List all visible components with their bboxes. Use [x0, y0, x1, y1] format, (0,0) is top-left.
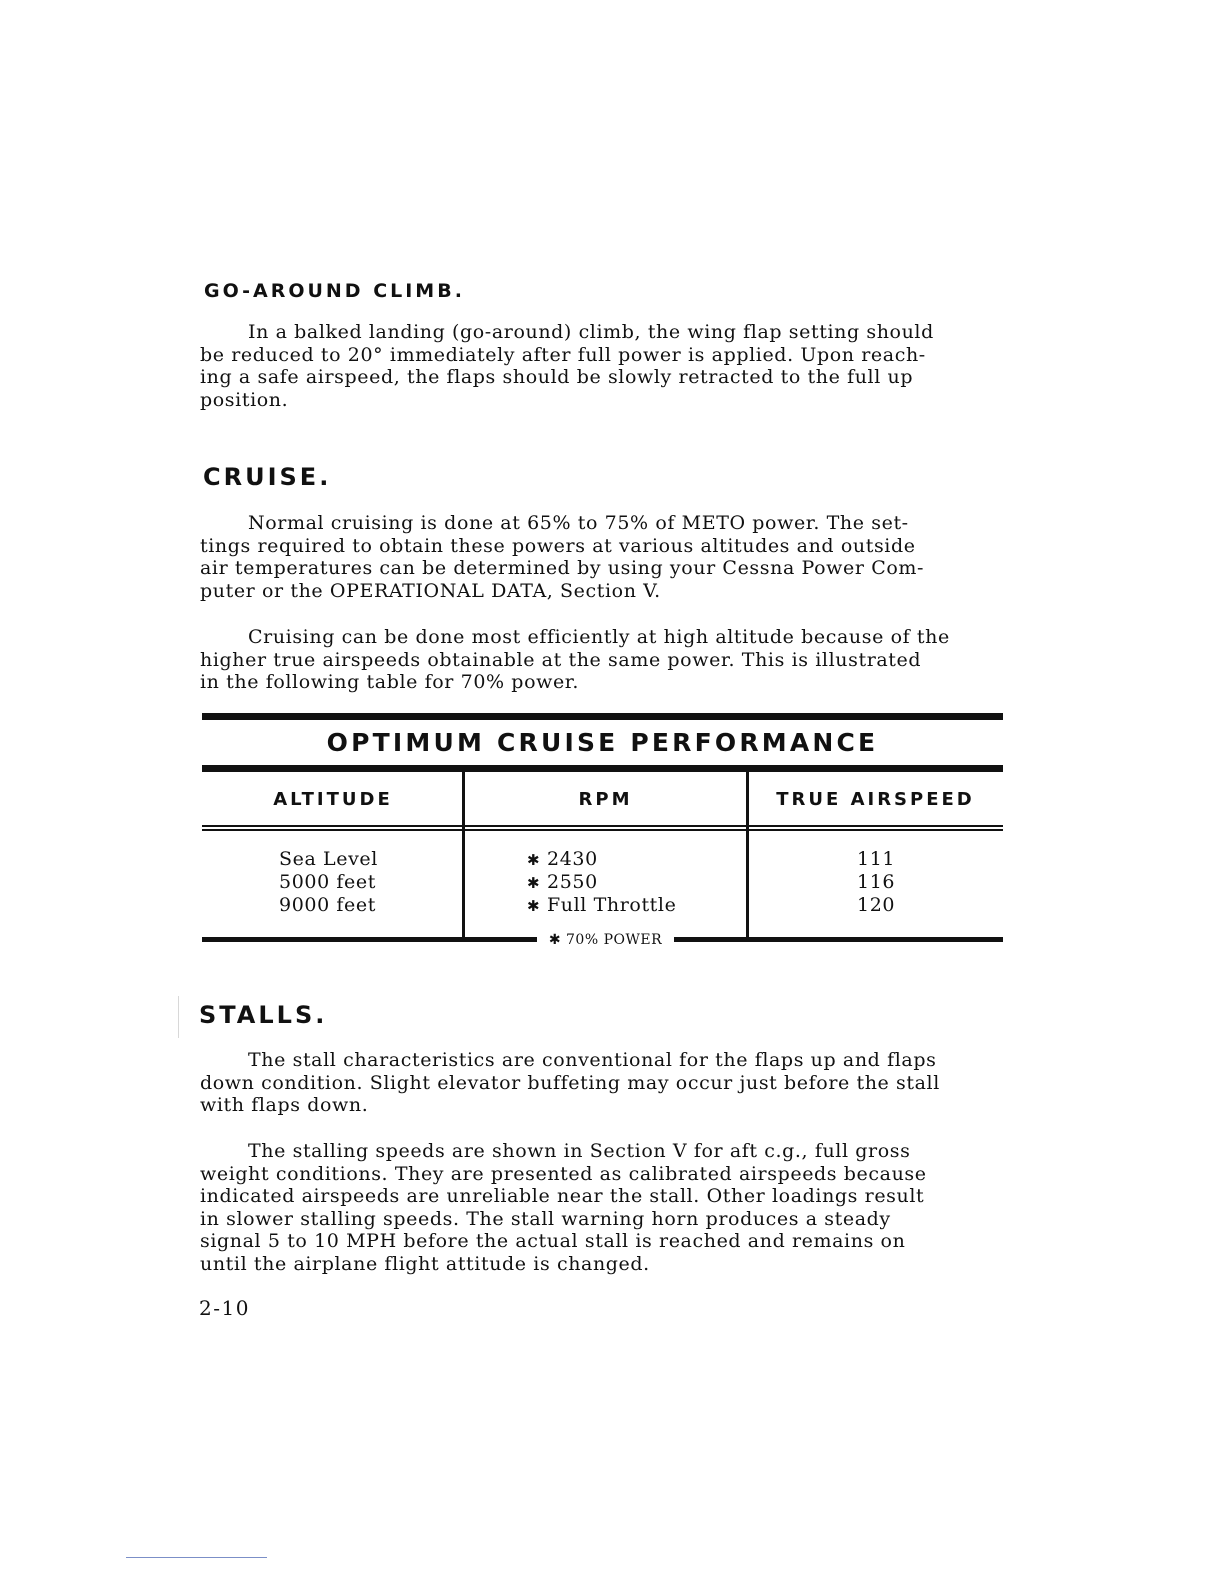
cell-altitude: 9000 feet: [279, 894, 376, 916]
margin-mark: [178, 996, 179, 1038]
cruise-paragraph-1: [200, 512, 990, 602]
table-title: OPTIMUM CRUISE PERFORMANCE: [326, 728, 879, 757]
column-header-true-airspeed: TRUE AIRSPEED: [776, 789, 975, 810]
paragraph-line: The stalling speeds are shown in Section V for aft c.g., full gross: [248, 1140, 911, 1162]
table-title-rule: [202, 765, 1003, 772]
paragraph-line: in slower stalling speeds. The stall warning horn produces a steady: [200, 1207, 891, 1230]
asterisk-icon: ✱: [527, 874, 541, 892]
paragraph-line: indicated airspeeds are unreliable near the stall. Other loadings result: [200, 1185, 925, 1208]
table-footnote: ✱ 70% POWER: [548, 932, 663, 948]
table-bottom-rule: [674, 937, 1003, 942]
column-divider: [462, 771, 465, 939]
column-header-rule: [202, 825, 1003, 827]
stalls-paragraph-1: [200, 1049, 990, 1117]
paragraph-line: Normal cruising is done at 65% to 75% of METO power. The set-: [248, 512, 909, 534]
go-around-paragraph: [200, 321, 990, 411]
section-heading-stalls: STALLS.: [199, 1001, 328, 1029]
paragraph-line: be reduced to 20° immediately after full power is applied. Upon reach-: [200, 343, 926, 366]
column-header-altitude: ALTITUDE: [273, 789, 393, 810]
paragraph-line: Cruising can be done most efficiently at high altitude because of the: [248, 626, 950, 648]
paragraph-line: signal 5 to 10 MPH before the actual stall is reached and remains on: [200, 1230, 906, 1253]
column-header-rpm: RPM: [578, 789, 633, 810]
cell-true-airspeed: 120: [857, 894, 896, 916]
paragraph-line: puter or the OPERATIONAL DATA, Section V.: [200, 579, 661, 602]
asterisk-icon: ✱: [527, 897, 541, 915]
paragraph-line: until the airplane flight attitude is changed.: [200, 1252, 650, 1275]
page-number: 2-10: [199, 1296, 250, 1320]
cell-true-airspeed: 111: [857, 848, 896, 870]
section-heading-go-around-climb: GO-AROUND CLIMB.: [204, 280, 465, 302]
cell-rpm-value: Full Throttle: [547, 894, 677, 916]
paragraph-line: The stall characteristics are conventional for the flaps up and flaps: [248, 1049, 937, 1071]
cruise-paragraph-2: [200, 626, 990, 694]
section-heading-cruise: CRUISE.: [203, 463, 332, 491]
paragraph-line: ing a safe airspeed, the flaps should be slowly retracted to the full up: [200, 366, 914, 389]
paragraph-line: air temperatures can be determined by using your Cessna Power Com-: [200, 557, 925, 580]
table-bottom-rule: [202, 937, 537, 942]
cell-altitude: 5000 feet: [279, 871, 376, 893]
column-divider: [746, 771, 749, 939]
paragraph-line: weight conditions. They are presented as calibrated airspeeds because: [200, 1162, 927, 1185]
page-footer-line: [126, 1557, 267, 1558]
paragraph-line: In a balked landing (go-around) climb, the wing flap setting should: [248, 321, 934, 343]
cell-rpm: [527, 871, 598, 895]
table-top-rule: [202, 713, 1003, 720]
cell-altitude: Sea Level: [279, 848, 378, 870]
cell-true-airspeed: 116: [857, 871, 896, 893]
cell-rpm-value: 2550: [547, 871, 598, 893]
paragraph-line: higher true airspeeds obtainable at the same power. This is illustrated: [200, 648, 922, 671]
cell-rpm: [527, 848, 598, 872]
paragraph-line: tings required to obtain these powers at various altitudes and outside: [200, 534, 916, 557]
paragraph-line: position.: [200, 388, 289, 411]
paragraph-line: in the following table for 70% power.: [200, 671, 580, 694]
paragraph-line: with flaps down.: [200, 1094, 369, 1117]
asterisk-icon: ✱: [527, 851, 541, 869]
cell-rpm-value: 2430: [547, 848, 598, 870]
cell-rpm: [527, 894, 676, 918]
paragraph-line: down condition. Slight elevator buffeting may occur just before the stall: [200, 1071, 940, 1094]
stalls-paragraph-2: [200, 1140, 990, 1276]
column-header-rule: [202, 829, 1003, 831]
